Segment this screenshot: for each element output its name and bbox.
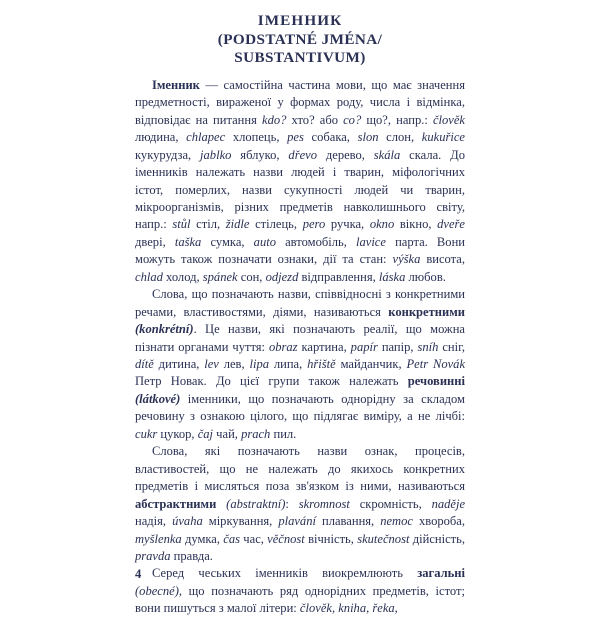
term-italic: dveře [437,217,466,232]
term-italic: co? [343,112,362,127]
term-italic: plavání [278,514,316,529]
term-italic: obraz [268,339,298,354]
term-italic: skála [373,147,401,162]
term-italic: láska [378,269,406,284]
paragraph: Серед чеських іменників виокремлюють загальні (obecné), що позначають ряд однорідних предметів, істот; вони пишуться з малої літери: člověk, kniha, řeka, [135,566,465,616]
term-italic: výška [392,252,421,267]
term-bold: речовинні [407,374,465,389]
body-text [135,77,465,618]
term-italic: čaj [197,426,214,441]
term-italic: taška [174,234,202,249]
term-italic: cukr [135,426,158,441]
paragraph: Іменник — самостійна частина мови, що має значення предметності, вираженої у формах роду, числа і відмінка, відповідає на питання kdo? хто? або co? що?, напр.: člověk людина, chlapec хлопець, pes собака, slon слон, kukuřice кукурудза, jablko яблуко, dřevo дерево, skála скала. До іменників належать назви людей і тварин, міфологічних істот, померлих, назви сукупності людей чи тварин, мікроорганізмів, різних предметів навколишнього світу, напр.: stůl стіл, židle стілець, pero ручка, okno вікно, dveře двері, taška сумка, auto автомобіль, lavice парта. Вони можуть також позначати ознаки, дії та стан: výška висота, chlad холод, spánek сон, odjezd відправлення, láska любов. [135,77,466,284]
term-italic: nemoc [380,514,413,529]
term-bold: конкретними [388,304,465,319]
term-italic: lev [204,357,219,372]
term-italic: pes [287,130,304,145]
title-line-tertiary: SUBSTANTIVUM) [234,49,366,67]
term-italic: jablko [200,147,232,162]
term-italic: člověk, kniha, řeka, [299,601,398,616]
term-italic: kukuřice [421,130,465,145]
term-italic: úvaha [172,514,203,529]
term-italic: pero [302,217,326,232]
term-italic: sníh [417,339,439,354]
term-italic: hřiště [307,357,336,372]
term-italic: skromnost [298,496,350,511]
term-italic: chlapec [186,130,226,145]
term-italic: odjezd [265,269,299,284]
term-italic: naděje [431,496,466,511]
term-italic: chlad [135,269,163,284]
term-bold-italic: (konkrétní) [135,322,194,337]
term-italic: (obecné) [135,583,179,598]
title-line-primary: ІМЕННИК [257,12,343,29]
term-italic: dítě [135,357,154,372]
paragraph: Слова, які позначають назви ознак, процесів, властивостей, що не належать до якихось конкретних предметів і мисляться поза зв'язком із ними, називаються абстрактними (abstraktní): skromnost скромність, naděje надія, úvaha міркування, plavání плавання, nemoc хвороба, myšlenka думка, čas час, věčnost вічність, skutečnost дійсність, pravda правда. [135,444,466,564]
term-italic: pravda [135,549,171,564]
term-italic: auto [253,234,276,249]
term-italic: kdo? [262,112,287,127]
term-italic: slon [357,130,379,145]
term-italic: lavice [355,234,386,249]
title-line-secondary: (PODSTATNÉ JMÉNA/ [217,30,383,48]
term-bold: загальні [417,566,465,581]
term-italic: věčnost [267,531,305,546]
term-bold: Іменник [152,77,200,92]
term-bold-italic: (látkové) [135,391,181,406]
term-italic: skutečnost [357,531,410,546]
page-title [135,12,465,68]
page-number: 4 [135,567,142,581]
term-italic: okno [369,217,395,232]
term-italic: židle [225,217,250,232]
term-italic: myšlenka [135,531,182,546]
term-italic: dřevo [288,147,317,162]
term-bold: абстрактними [135,496,217,511]
term-italic: (abstraktní) [226,496,286,511]
paragraph: Слова, що позначають назви, співвідносні з конкретними речами, властивостями, діями, називаються конкретними (konkrétní). Це назви, які позначають реалії, що можна пізнати органами чуття: obraz картина, papír папір, sníh сніг, dítě дитина, lev лев, lipa липа, hřiště майданчик, Petr Novák Петр Новак. До цієї групи також належать речовинні (látkové) іменники, що позначають однорідну за складом речовину з ознакою цілого, що підлягає виміру, а не лічбі: cukr цукор, čaj чай, prach пил. [135,287,466,441]
term-italic: prach [241,426,271,441]
term-italic: člověk [432,112,466,127]
term-italic: papír [350,339,378,354]
term-italic: stůl [172,217,191,232]
term-italic: lipa [249,357,270,372]
term-italic: Petr Novák [406,357,466,372]
term-italic: čas [223,531,241,546]
term-italic: spánek [202,269,238,284]
